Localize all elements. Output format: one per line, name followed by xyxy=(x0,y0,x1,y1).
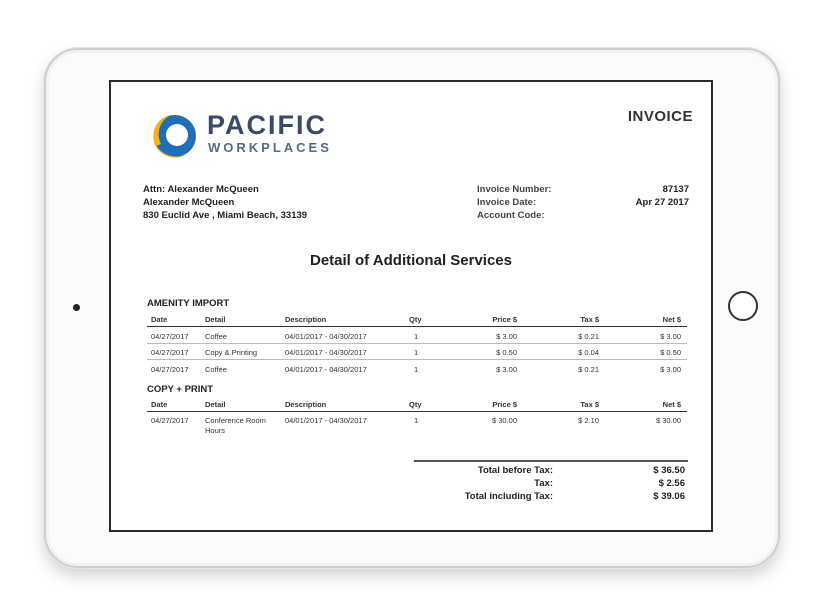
table-row-price: $ 3.00 xyxy=(496,365,517,374)
total-before-tax-label: Total before Tax: xyxy=(477,465,553,476)
table-row-date: 04/27/2017 xyxy=(151,348,189,357)
table-row-description: 04/01/2017 - 04/30/2017 xyxy=(285,416,367,425)
table-row-date: 04/27/2017 xyxy=(151,332,189,341)
brand-tagline: WORKPLACES xyxy=(208,140,332,155)
col-date: Date xyxy=(151,315,168,324)
table-row-detail: Coffee xyxy=(205,365,227,374)
invoice-title: INVOICE xyxy=(627,108,693,125)
col-qty: Qty xyxy=(409,400,422,409)
brand-name: PACIFIC xyxy=(207,110,327,140)
total-before-tax: $ 36.50 xyxy=(653,465,685,476)
table-row-qty: 1 xyxy=(414,365,419,374)
invoice-date: Apr 27 2017 xyxy=(635,197,689,208)
col-tax: Tax $ xyxy=(580,315,599,324)
col-date: Date xyxy=(151,400,168,409)
table-row-description: 04/01/2017 - 04/30/2017 xyxy=(285,332,367,341)
table-row-price: $ 3.00 xyxy=(496,332,517,341)
table-row-detail: Copy & Printing xyxy=(205,348,258,357)
attn-line: Attn: Alexander McQueen xyxy=(143,184,259,195)
table-row-detail: Coffee xyxy=(205,332,227,341)
table-row-qty: 1 xyxy=(414,348,419,357)
camera-icon xyxy=(73,304,80,311)
table-row-qty: 1 xyxy=(414,332,419,341)
table-row-date: 04/27/2017 xyxy=(151,365,189,374)
col-net: Net $ xyxy=(662,400,681,409)
table-row-price: $ 0.50 xyxy=(496,348,517,357)
tax-total: $ 2.56 xyxy=(658,478,685,489)
col-tax: Tax $ xyxy=(580,400,599,409)
invoice-number: 87137 xyxy=(662,184,689,195)
table-row-tax: $ 2.10 xyxy=(578,416,599,425)
invoice-screen xyxy=(109,80,713,532)
table-row-net: $ 0.50 xyxy=(660,348,681,357)
col-detail: Detail xyxy=(205,315,226,324)
customer-address: 830 Euclid Ave , Miami Beach, 33139 xyxy=(143,210,308,221)
col-net: Net $ xyxy=(662,315,681,324)
section-title-amenity: AMENITY IMPORT xyxy=(147,298,230,309)
home-button[interactable] xyxy=(728,291,758,321)
table-row-date: 04/27/2017 xyxy=(151,416,189,425)
col-description: Description xyxy=(285,315,327,324)
invoice-number-label: Invoice Number: xyxy=(477,184,552,195)
table-row-description: 04/01/2017 - 04/30/2017 xyxy=(285,348,367,357)
tax-label: Tax: xyxy=(534,478,553,489)
table-row-price: $ 30.00 xyxy=(491,416,517,425)
table-row-tax: $ 0.04 xyxy=(578,348,599,357)
table-row-description: 04/01/2017 - 04/30/2017 xyxy=(285,365,367,374)
col-qty: Qty xyxy=(409,315,422,324)
invoice-date-label: Invoice Date: xyxy=(477,197,537,208)
col-detail: Detail xyxy=(205,400,226,409)
table-row-net: $ 30.00 xyxy=(655,416,681,425)
section-title-copy-print: COPY + PRINT xyxy=(147,384,214,395)
account-code-label: Account Code: xyxy=(477,210,545,221)
table-row-detail: Conference Room Hours xyxy=(205,416,266,435)
header-rule xyxy=(147,411,687,412)
header-rule xyxy=(147,326,687,327)
totals-rule xyxy=(414,460,688,462)
customer-name: Alexander McQueen xyxy=(143,197,235,208)
col-price: Price $ xyxy=(492,315,517,324)
col-description: Description xyxy=(285,400,327,409)
row-divider xyxy=(147,359,687,360)
table-row-net: $ 3.00 xyxy=(660,365,681,374)
table-row-net: $ 3.00 xyxy=(660,332,681,341)
row-divider xyxy=(147,343,687,344)
total-including-tax-label: Total including Tax: xyxy=(464,491,553,502)
table-row-tax: $ 0.21 xyxy=(578,365,599,374)
total-including-tax: $ 39.06 xyxy=(653,491,685,502)
page-heading: Detail of Additional Services xyxy=(310,252,512,269)
table-row-tax: $ 0.21 xyxy=(578,332,599,341)
col-price: Price $ xyxy=(492,400,517,409)
table-row-qty: 1 xyxy=(414,416,419,425)
